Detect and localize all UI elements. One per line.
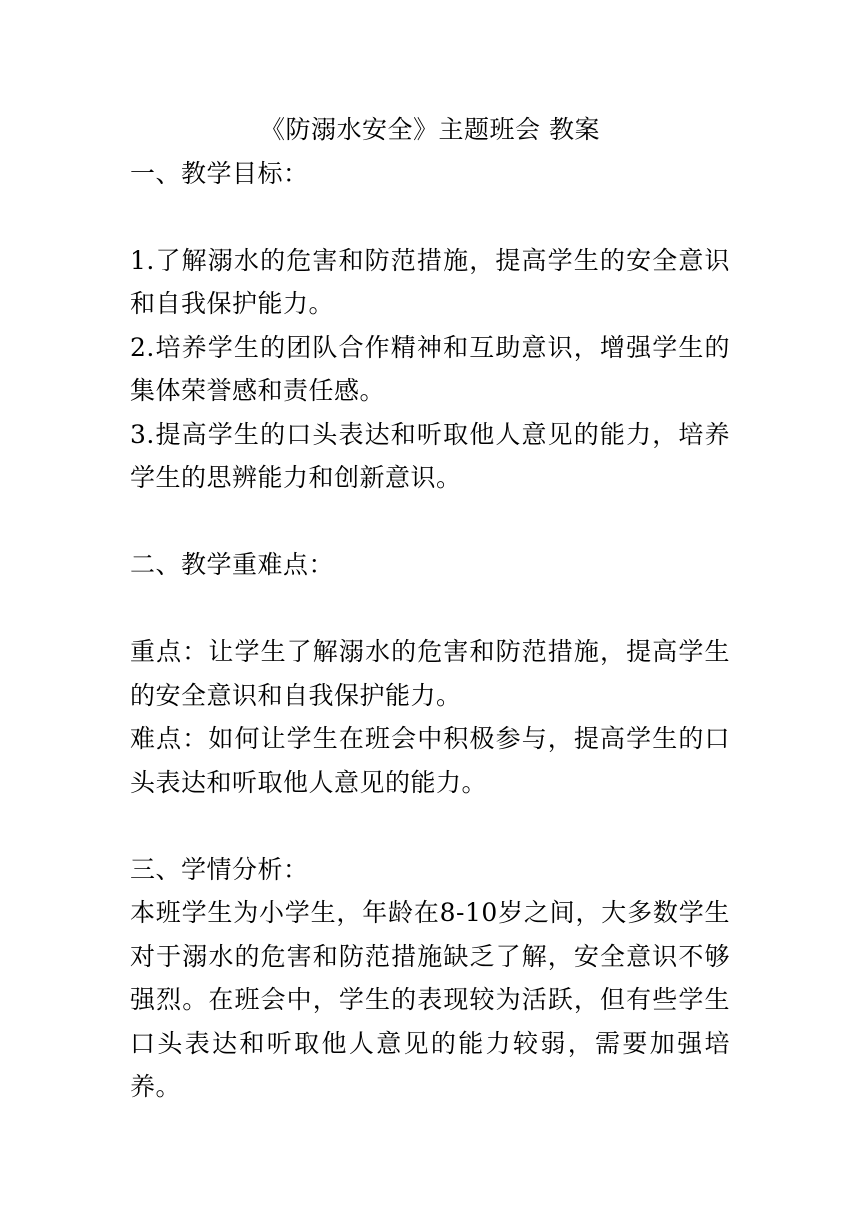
blank-line [130,587,730,631]
difficult-point-item: 难点：如何让学生在班会中积极参与，提高学生的口头表达和听取他人意见的能力。 [130,724,730,797]
key-point-item: 重点：让学生了解溺水的危害和防范措施，提高学生的安全意识和自我保护能力。 [130,637,730,710]
blank-line [130,500,730,544]
document-body [130,108,730,1109]
analysis-paragraph: 本班学生为小学生，年龄在8-10岁之间，大多数学生对于溺水的危害和防范措施缺乏了解，安全意识不够强烈。在班会中，学生的表现较为活跃，但有些学生口头表达和听取他人意见的能力较弱，需要加强培养。 [130,898,730,1101]
section-heading-objectives: 一、教学目标： [130,158,309,188]
section-heading-key-points: 二、教学重难点： [130,550,335,579]
objective-item-3: 3.提高学生的口头表达和听取他人意见的能力，培养学生的思辨能力和创新意识。 [130,419,730,492]
objective-item-1: 1.了解溺水的危害和防范措施，提高学生的安全意识和自我保护能力。 [130,245,730,318]
document-title: 《防溺水安全》主题班会 教案 [260,115,600,144]
section-heading-analysis: 三、学情分析： [130,854,309,884]
blank-line [130,804,730,848]
objective-item-2: 2.培养学生的团队合作精神和互助意识，增强学生的集体荣誉感和责任感。 [130,332,730,405]
blank-line [130,195,730,239]
